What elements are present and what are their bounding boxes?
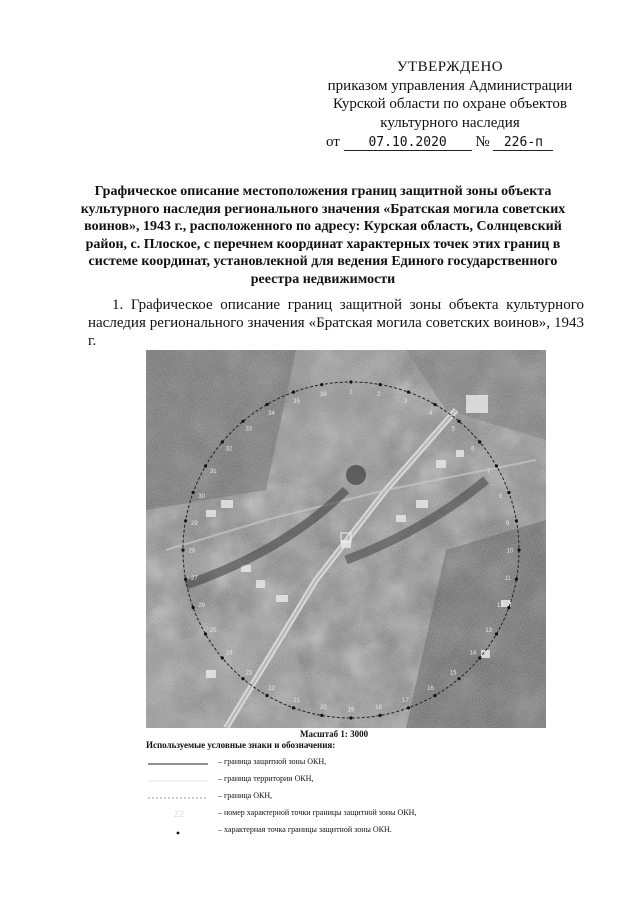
zone-point-label: 1 (349, 389, 353, 396)
zone-point-label: 32 (225, 446, 233, 453)
zone-point (495, 464, 498, 467)
zone-point (265, 694, 268, 697)
zone-point-label: 28 (188, 548, 196, 555)
zone-point-label: 15 (449, 670, 457, 677)
dark-line-symbol (146, 756, 212, 770)
zone-point (349, 380, 352, 383)
legend-text: – характерная точка границы защитной зоны ОКН. (218, 825, 392, 834)
zone-point-label: 10 (506, 548, 514, 555)
number-prefix: № (475, 134, 490, 150)
legend-text: – граница ОКН, (218, 791, 273, 800)
zone-point (320, 383, 323, 386)
zone-point-label: 17 (402, 697, 409, 704)
zone-point (457, 677, 460, 680)
zone-point (292, 706, 295, 709)
approval-heading: УТВЕРЖДЕНО (396, 59, 504, 75)
zone-point (204, 632, 207, 635)
zone-point-label: 25 (209, 628, 217, 634)
zone-point (221, 440, 224, 443)
zone-point (241, 677, 244, 680)
zone-point (457, 420, 460, 423)
satellite-map (146, 350, 546, 728)
zone-point (515, 519, 518, 522)
zone-point (507, 491, 510, 494)
document-title: Графическое описание местоположения границ защитной зоны объекта культурного наследия регионального значения «Братская могила советских воинов», 1943 г., расположенного по адресу: Курская область, Солнцевский район, с. Плоское, с перечнем координат характерных точек этих границ в системе координат, установлекной для ведения Единого государственного реестра недвижимости (80, 184, 566, 287)
zone-point (265, 403, 268, 406)
zone-point (379, 383, 382, 386)
zone-point-label: 13 (485, 628, 493, 634)
zone-point-label: 12 (497, 602, 504, 609)
zone-point-label: 6 (471, 446, 475, 453)
zone-point-label: 5 (451, 426, 455, 433)
zone-point-label: 36 (320, 391, 327, 398)
zone-point-label: 20 (320, 705, 327, 712)
approval-line-1: приказом управления Администрации (327, 77, 573, 94)
zone-point-label: 21 (293, 697, 300, 704)
zone-point (184, 578, 187, 581)
map-drawing (146, 350, 546, 728)
zone-point (204, 464, 207, 467)
light-line-symbol (146, 773, 212, 787)
zone-point (478, 440, 481, 443)
zone-point-label: 16 (427, 686, 434, 693)
zone-point-label: 8 (498, 494, 503, 501)
date-prefix: от (326, 134, 340, 150)
zone-point-label: 33 (245, 426, 253, 433)
zone-point (517, 548, 520, 551)
order-date: 07.10.2020 (344, 135, 472, 151)
legend-text: – граница защитной зоны ОКН, (218, 757, 327, 766)
zone-point-label: 27 (191, 576, 198, 583)
zone-point-label: 9 (505, 520, 510, 527)
order-line (300, 133, 600, 152)
zone-point-label: 34 (268, 410, 275, 417)
zone-point (478, 656, 481, 659)
zone-point (349, 716, 352, 719)
zone-point-label: 29 (191, 520, 198, 527)
zone-point-label: 31 (209, 469, 217, 475)
legend-text: – граница территории ОКН, (218, 774, 314, 783)
zone-point-label: 35 (293, 399, 300, 406)
zone-point (379, 714, 382, 717)
dot-symbol (146, 824, 212, 838)
zone-point-label: 7 (487, 469, 491, 475)
zone-point (292, 391, 295, 394)
zone-point-label: 14 (469, 650, 477, 657)
zone-point (192, 606, 195, 609)
zone-point-label: 24 (225, 650, 233, 657)
approval-line-2: Курской области по охране объектов (333, 96, 567, 112)
zone-point-label: 22 (268, 686, 275, 693)
zone-point (241, 420, 244, 423)
zone-point (192, 491, 195, 494)
zone-point-label: 4 (428, 410, 433, 417)
zone-point (320, 714, 323, 717)
dashed-line-symbol (146, 790, 212, 804)
zone-point (495, 632, 498, 635)
zone-point (407, 391, 410, 394)
legend-text: – номер характерной точки границы защитной зоны ОКН, (218, 808, 417, 817)
zone-point (507, 606, 510, 609)
zone-point-label: 30 (198, 494, 205, 501)
approval-line-3: культурного наследия (380, 114, 520, 131)
legend-title: Используемые условные знаки и обозначения: (146, 740, 336, 750)
map-scale: Масштаб 1: 3000 (300, 729, 369, 739)
zone-point (407, 706, 410, 709)
zone-point-label: 19 (347, 707, 355, 714)
number-symbol: 22 (173, 809, 184, 819)
zone-point (181, 548, 184, 551)
zone-point-label: 2 (376, 391, 381, 398)
zone-point-label: 18 (375, 705, 382, 712)
zone-point (515, 578, 518, 581)
zone-point (184, 519, 187, 522)
zone-point (221, 656, 224, 659)
zone-point-label: 11 (504, 576, 511, 583)
order-number: 226-п (493, 135, 553, 151)
section-1-text: 1. Графическое описание границ защитной зоны объекта культурного наследия регионального значения «Братская могила советских воинов», 1943 г. (88, 297, 584, 349)
approval-block (300, 58, 600, 152)
zone-point-label: 23 (245, 670, 253, 677)
zone-point-label: 3 (403, 399, 408, 406)
zone-point (433, 403, 436, 406)
zone-point (433, 694, 436, 697)
zone-point-label: 26 (198, 602, 205, 609)
